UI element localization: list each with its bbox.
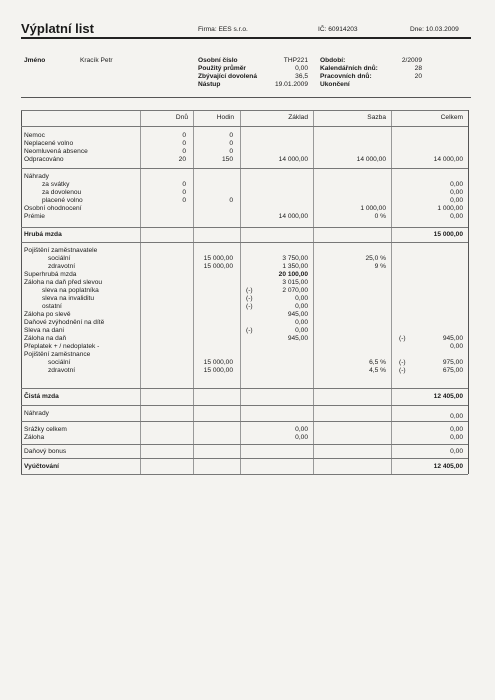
cell (313, 343, 386, 351)
cell (391, 173, 463, 181)
cell: 1 000,00 (437, 205, 463, 212)
cell (313, 335, 386, 343)
row-label: Záloha (24, 434, 45, 441)
row-label: za svátky (42, 181, 70, 188)
cell: (-) (246, 295, 253, 302)
cell: 0,00 (450, 343, 463, 350)
cell: (-) (399, 367, 406, 374)
section1-hodin (193, 132, 233, 164)
cell (193, 213, 233, 221)
info-label: Osobní číslo (198, 57, 238, 64)
row-divider (21, 458, 468, 459)
cell: 0,00 (295, 319, 308, 326)
section1-zaklad (240, 132, 308, 164)
info-label: Použitý průměr (198, 65, 246, 72)
cell (313, 311, 386, 319)
cell (240, 140, 308, 148)
cell (250, 351, 308, 359)
row-label: Záloha na daň (24, 335, 67, 342)
cell (240, 205, 308, 213)
table-top-border (21, 110, 468, 111)
cell (160, 351, 233, 359)
cell (160, 287, 233, 295)
cell: 975,00 (442, 359, 463, 366)
row-label: sociální (48, 359, 71, 366)
info-value: 19.01.2009 (274, 81, 308, 88)
section2-dnu (140, 173, 186, 221)
row-label: Superhrubá mzda (24, 271, 77, 278)
cell: 3 750,00 (282, 255, 308, 262)
row-divider (21, 227, 468, 228)
info-label: Nástup (198, 81, 221, 88)
compensation-label: Náhrady (24, 410, 49, 417)
cell: 3 015,00 (282, 279, 308, 286)
section2-zaklad (240, 173, 308, 221)
employee-info-labels-right (320, 57, 378, 89)
cell (240, 189, 308, 197)
cell (240, 181, 308, 189)
row-label: Odpracováno (24, 156, 64, 163)
column-divider (240, 110, 241, 474)
net-wage-label: Čistá mzda (24, 393, 59, 400)
info-label: Období: (320, 57, 346, 64)
cell (160, 327, 233, 335)
row-label: Osobní ohodnocení (24, 205, 82, 212)
row-divider (21, 421, 468, 422)
employee-info-values-right (380, 57, 422, 89)
cell (160, 279, 233, 287)
cell (313, 148, 386, 156)
cell (313, 181, 386, 189)
cell: 675,00 (442, 367, 463, 374)
row-label: Pojištění zaměstnavatele (24, 247, 98, 254)
cell (193, 173, 233, 181)
cell: 15 000,00 (203, 263, 233, 270)
cell: 0,00 (450, 181, 463, 188)
column-header-celkem: Celkem (440, 114, 463, 121)
row-label: ostatní (42, 303, 62, 310)
gross-wage-label: Hrubá mzda (24, 231, 62, 238)
cell (313, 295, 386, 303)
section1-sazba (313, 132, 386, 164)
cell (250, 359, 308, 367)
compensation-total: 0,00 (450, 413, 463, 420)
cell: 945,00 (287, 311, 308, 318)
cell (140, 205, 186, 213)
section3-hodin (160, 247, 233, 375)
row-divider (21, 388, 468, 389)
cell (391, 263, 463, 271)
cell: (-) (399, 359, 406, 366)
section3-sazba (313, 247, 386, 375)
cell: 0,00 (295, 327, 308, 334)
cell (391, 148, 463, 156)
row-label: Neomluvená absence (24, 148, 88, 155)
info-divider (21, 97, 471, 98)
cell: (-) (399, 335, 406, 342)
cell (240, 197, 308, 205)
row-label: Sleva na dani (24, 327, 64, 334)
section3-celkem (391, 247, 463, 375)
cell (250, 247, 308, 255)
cell (391, 247, 463, 255)
document-title: Výplatní list (21, 21, 94, 36)
cell (391, 255, 463, 263)
cell (240, 173, 308, 181)
cell: 0,00 (450, 426, 463, 433)
cell (140, 213, 186, 221)
column-divider (140, 110, 141, 474)
cell: 0,00 (450, 213, 463, 220)
cell: 1 350,00 (282, 263, 308, 270)
row-label: Pojištění zaměstnance (24, 351, 91, 358)
section1-celkem (391, 132, 463, 164)
row-divider (21, 444, 468, 445)
cell (160, 311, 233, 319)
cell (391, 311, 463, 319)
cell (313, 247, 386, 255)
cell: 0 (182, 181, 186, 188)
cell (313, 351, 386, 359)
cell (193, 181, 233, 189)
cell (313, 132, 386, 140)
section3-labels (24, 247, 104, 375)
cell: 15 000,00 (203, 367, 233, 374)
row-label: sleva na invaliditu (42, 295, 95, 302)
cell: 0 (182, 197, 186, 204)
cell (313, 189, 386, 197)
info-label: Kalendářních dnů: (320, 65, 378, 72)
cell (140, 173, 186, 181)
cell (240, 148, 308, 156)
info-value: 0,00 (295, 65, 308, 72)
cell: 25,0 % (365, 255, 386, 262)
employee-info-values-mid (262, 57, 308, 89)
net-wage-total: 12 405,00 (433, 393, 463, 400)
cell (313, 140, 386, 148)
row-label: Neplacené volno (24, 140, 74, 147)
settlement-total: 12 405,00 (433, 463, 463, 470)
cell (391, 132, 463, 140)
cell (391, 140, 463, 148)
cell: 20 100,00 (278, 271, 308, 278)
cell (391, 271, 463, 279)
column-header-sazba: Sazba (367, 114, 386, 121)
row-divider (21, 405, 468, 406)
cell (313, 279, 386, 287)
cell (391, 351, 463, 359)
cell: 0 (182, 140, 186, 147)
cell: 0 (182, 132, 186, 139)
section2-labels (24, 173, 83, 221)
section2-celkem (391, 173, 463, 221)
row-label: za dovolenou (42, 189, 82, 196)
cell (391, 295, 463, 303)
cell (391, 287, 463, 295)
cell: 6,5 % (369, 359, 386, 366)
cell (391, 319, 463, 327)
column-header-dnu: Dnů (175, 114, 188, 121)
cell (250, 343, 308, 351)
info-value: 36,5 (295, 73, 308, 80)
cell: 0,00 (295, 426, 308, 433)
cell: 0 % (374, 213, 386, 220)
row-label: Daňové zvýhodnění na dítě (24, 319, 105, 326)
row-label: sleva na poplatníka (42, 287, 99, 294)
cell: 14 000,00 (356, 156, 386, 163)
cell: 2 070,00 (282, 287, 308, 294)
info-value: 2/2009 (401, 57, 422, 64)
cell (160, 271, 233, 279)
cell (193, 205, 233, 213)
cell: 945,00 (442, 335, 463, 342)
cell (391, 303, 463, 311)
header-divider (21, 37, 471, 39)
cell: 0,00 (450, 189, 463, 196)
employee-info-labels-mid (198, 57, 257, 89)
cell: 14 000,00 (433, 156, 463, 163)
row-label: Záloha na daň před slevou (24, 279, 103, 286)
cell: 9 % (374, 263, 386, 270)
cell: 15 000,00 (203, 255, 233, 262)
cell (313, 327, 386, 335)
cell: 14 000,00 (278, 213, 308, 220)
info-value: THP221 (283, 57, 308, 64)
cell (240, 132, 308, 140)
section2-hodin (193, 173, 233, 221)
cell (313, 197, 386, 205)
cell (313, 173, 386, 181)
row-divider (21, 168, 468, 169)
cell: 20 (178, 156, 186, 163)
employee-name-label: Jméno (24, 57, 46, 64)
cell (160, 319, 233, 327)
table-bottom-border (21, 474, 468, 475)
cell (391, 327, 463, 335)
cell: 1 000,00 (360, 205, 386, 212)
row-label: zdravotní (48, 367, 76, 374)
row-label: Náhrady (24, 173, 49, 180)
cell: 0,00 (295, 295, 308, 302)
cell (313, 271, 386, 279)
deductions-celkem (391, 426, 463, 442)
company-id: IČ: 60914203 (318, 26, 358, 33)
deductions-zaklad (240, 426, 308, 442)
section1-dnu (140, 132, 186, 164)
cell: 0 (182, 148, 186, 155)
cell: 150 (221, 156, 233, 163)
row-divider (21, 242, 468, 243)
cell: 0 (229, 132, 233, 139)
cell (160, 343, 233, 351)
cell: (-) (246, 303, 253, 310)
cell: 0 (229, 197, 233, 204)
cell: 14 000,00 (278, 156, 308, 163)
company-name: Firma: EES s.r.o. (198, 26, 248, 33)
cell: 0,00 (295, 303, 308, 310)
row-label: placené volno (42, 197, 83, 204)
tax-bonus-total: 0,00 (450, 448, 463, 455)
row-label: sociální (48, 255, 71, 262)
settlement-label: Vyúčtování (24, 463, 59, 470)
info-value (380, 81, 422, 89)
cell: 945,00 (287, 335, 308, 342)
table-border-right (468, 110, 469, 474)
row-label: Nemoc (24, 132, 45, 139)
row-label: Přeplatek + / nedoplatek - (24, 343, 100, 350)
info-label: Zbývající dovolená (198, 73, 257, 80)
column-header-hodin: Hodin (216, 114, 234, 121)
cell (313, 319, 386, 327)
gross-wage-total: 15 000,00 (433, 231, 463, 238)
deductions-labels (24, 426, 67, 442)
table-border-left (21, 110, 22, 474)
info-label: Ukončení (320, 81, 350, 88)
row-label: Srážky celkem (24, 426, 67, 433)
cell: 0 (182, 189, 186, 196)
row-divider (21, 126, 468, 127)
cell (250, 367, 308, 375)
cell: (-) (246, 327, 253, 334)
cell (160, 303, 233, 311)
employee-name: Kracík Petr (80, 57, 113, 64)
cell (313, 287, 386, 295)
cell (160, 335, 233, 343)
tax-bonus-label: Daňový bonus (24, 448, 67, 455)
cell (193, 189, 233, 197)
cell (391, 279, 463, 287)
cell: (-) (246, 287, 253, 294)
cell: 0,00 (450, 434, 463, 441)
cell: 0,00 (450, 197, 463, 204)
cell (160, 295, 233, 303)
cell: 0,00 (295, 434, 308, 441)
row-label: Záloha po slevě (24, 311, 71, 318)
cell: 15 000,00 (203, 359, 233, 366)
info-label: Pracovních dnů: (320, 73, 372, 80)
cell: 0 (229, 148, 233, 155)
info-value: 28 (414, 65, 422, 72)
row-label: Prémie (24, 213, 45, 220)
cell (160, 247, 233, 255)
section1-labels (24, 132, 88, 164)
column-header-zaklad: Základ (288, 114, 308, 121)
document-date: Dne: 10.03.2009 (410, 26, 459, 33)
info-value: 20 (414, 73, 422, 80)
cell (313, 303, 386, 311)
row-label: zdravotní (48, 263, 76, 270)
section3-zaklad (250, 247, 308, 375)
cell: 4,5 % (369, 367, 386, 374)
section2-sazba (313, 173, 386, 221)
cell: 0 (229, 140, 233, 147)
